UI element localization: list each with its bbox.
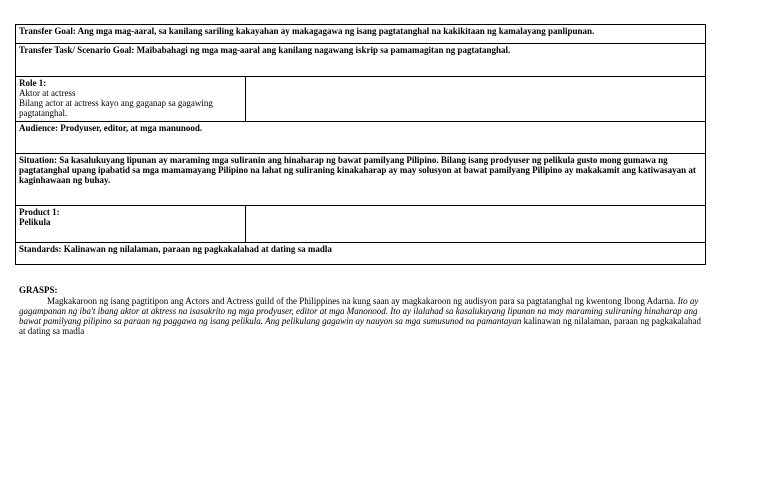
situation-row: [16, 154, 706, 206]
grasps-normal-text: Magkakaroon ng isang pagtitipon ang Actors and Actress guild of the Philippines na kung saan ay magkakaroon ng audisyon para sa pagtatanghal ng kwentong Ibong Adarna.: [47, 296, 676, 306]
role-cell: [16, 77, 246, 122]
role-line-1: Aktor at actress: [19, 88, 76, 98]
audience-cell: Audience: Prodyuser, editor, at mga manunood.: [16, 122, 706, 154]
standards-row: [16, 243, 706, 265]
transfer-task-cell: Transfer Task/ Scenario Goal: Maibabahagi ng mga mag-aaral ang kanilang nagawang iskrip sa pamamagitan ng pagtatanghal.: [16, 44, 706, 77]
transfer-task-row: [16, 44, 706, 77]
standards-cell: Standards: Kalinawan ng nilalaman, paraan ng pagkakalahad at dating sa madla: [16, 243, 706, 265]
situation-cell: Situation: Sa kasalukuyang lipunan ay maraming mga suliranin ang hinaharap ng bawat pamilyang Pilipino. Bilang isang prodyuser ng pelikula gusto mong gumawa ng pagtatanghal upang ipabatid sa mga mamamayang Pilipino na lahat ng suliraning kinakaharap ay may solusyon at bawat pamilyang Pilipino ay makakamit ang katiwasayan at kaginhawaan ng buhay.: [16, 154, 706, 206]
role-line-2: Bilang actor at actress kayo ang gaganap sa gagawing pagtatanghal.: [19, 98, 213, 118]
grasps-tail-text: kalinawan ng nilalaman, paraan ng pagkakalahad at dating sa madla: [19, 316, 702, 336]
product-value: Pelikula: [19, 217, 51, 227]
role-empty-cell: [246, 77, 706, 122]
role-label: Role 1:: [19, 78, 47, 88]
grasps-table: [15, 24, 706, 265]
product-cell: [16, 206, 246, 243]
product-row: [16, 206, 706, 243]
transfer-goal-cell: Transfer Goal: Ang mga mag-aaral, sa kanilang sariling kakayahan ay makagagawa ng isang pagtatanghal na kakikitaan ng kamalayang panlipunan.: [16, 25, 706, 44]
product-label: Product 1:: [19, 207, 60, 217]
grasps-heading: GRASPS:: [19, 285, 58, 295]
grasps-paragraph: [19, 296, 709, 336]
product-empty-cell: [246, 206, 706, 243]
grasps-italic-text: Ito ay gagampanan ng iba't ibang aktor at aktress na isasakrito ng mga prodyuser, editor at mga Manonood. Ito ay ilalahad sa kasalukuyang lipunan na may maraming suliraning hinaharap ang bawat pamilyang pilipino sa paraan ng paggawa ng isang pelikula. Ang pelikulang gagawin ay nauyon sa mga sumusunod na pamantayan: [19, 296, 699, 326]
audience-row: [16, 122, 706, 154]
role-row: [16, 77, 706, 122]
transfer-goal-row: [16, 25, 706, 44]
